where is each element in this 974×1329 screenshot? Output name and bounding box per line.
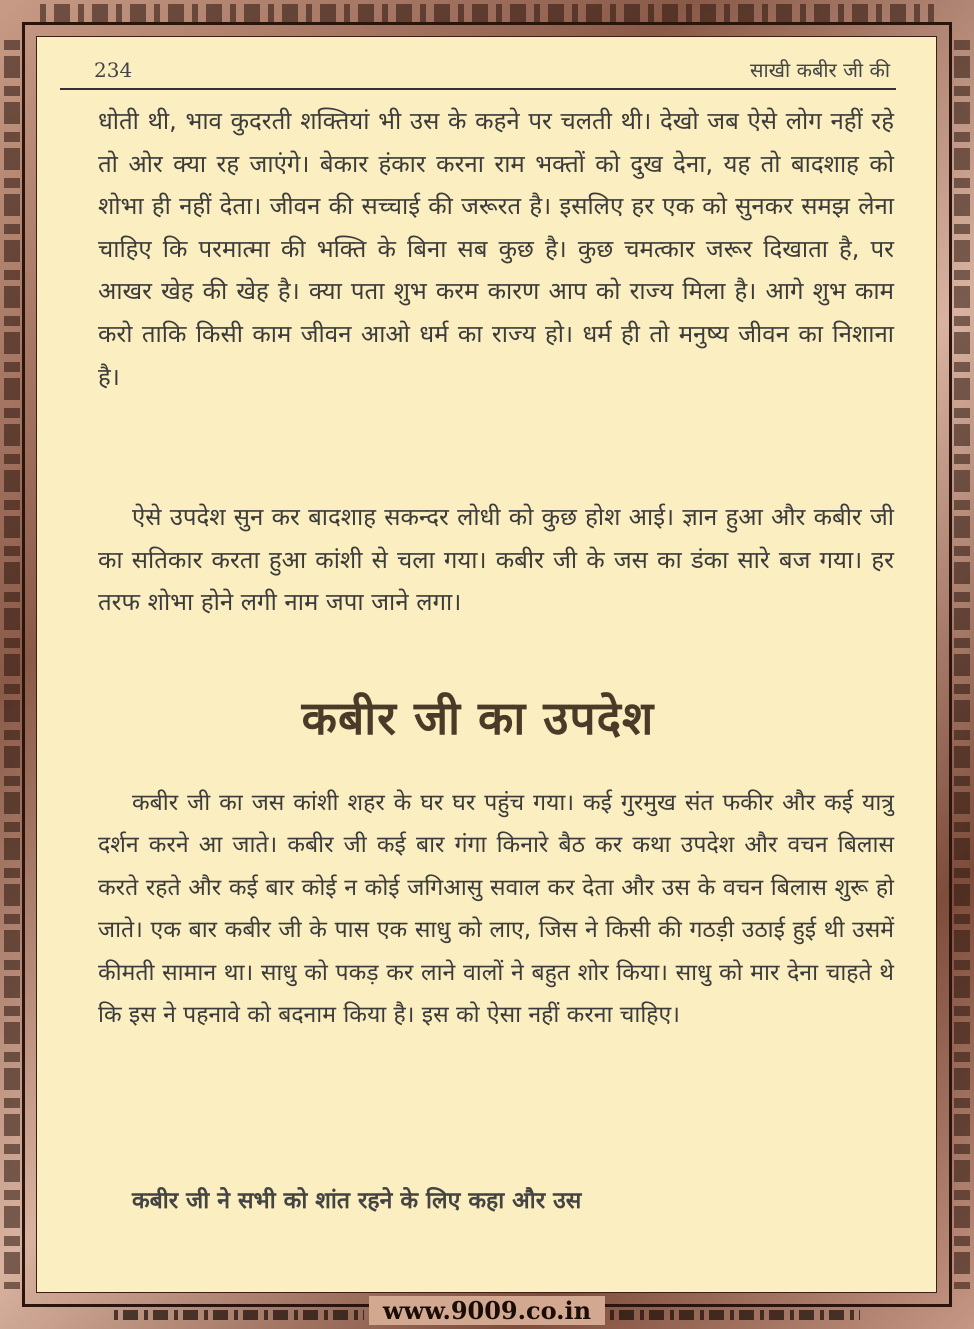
paragraph-3: कबीर जी का जस कांशी शहर के घर घर पहुंच गया। कई गुरमुख संत फकीर और कई यात्रु दर्शन करने आ जाते। कबीर जी कई बार गंगा किनारे बैठ कर कथा उपदेश और वचन बिलास करते रहते और कई बार कोई न कोई जगिआसु सवाल कर देता और उस के वचन बिलास शुरू हो जाते। एक बार कबीर जी के पास एक साधु को लाए, जिस ने किसी की गठड़ी उठाई हुई थी उसमें कीमती सामान था। साधु को पकड़ कर लाने वालों ने बहुत शोर किया। साधु को मार देना चाहते थे कि इस ने पहनावे को बदनाम किया है। इस को ऐसा नहीं करना चाहिए।: [98, 790, 894, 1029]
paragraph-2: ऐसे उपदेश सुन कर बादशाह सकन्दर लोधी को कुछ होश आई। ज्ञान हुआ और कबीर जी का सतिकार करता हुआ कांशी से चला गया। कबीर जी के जस का डंका सारे बज गया। हर तरफ शोभा होने लगी नाम जपा जाने लगा।: [98, 503, 894, 616]
footer: [0, 1296, 974, 1326]
footer-url: www.9009.co.in: [369, 1296, 605, 1325]
left-ornament-border: [4, 40, 20, 1289]
running-head: साखी कबीर जी की: [749, 58, 890, 82]
page-number: 234: [94, 58, 133, 82]
paragraph-1: धोती थी, भाव कुदरती शक्तियां भी उस के कहने पर चलती थी। देखो जब ऐसे लोग नहीं रहे तो ओर क्या रह जाएंगे। बेकार हंकार करना राम भक्तों को दुख देना, यह तो बादशाह को शोभा ही नहीं देता। जीवन की सच्चाई की जरूरत है। इसलिए हर एक को सुनकर समझ लेना चाहिए कि परमात्मा की भक्ति के बिना सब कुछ है। कुछ चमत्कार जरूर दिखाता है, पर आखर खेह की खेह है। क्या पता शुभ करम कारण आप को राज्य मिला है। आगे शुभ काम करो ताकि किसी काम जीवन आओ धर्म का राज्य हो। धर्म ही तो मनुष्य जीवन का निशाना है।: [98, 107, 894, 391]
right-ornament-border: [954, 40, 970, 1289]
footer-left-ornament: [114, 1310, 364, 1320]
section-heading: कबीर जी का उपदेश: [301, 691, 655, 745]
page-header: [60, 52, 896, 90]
paragraph-4: कबीर जी ने सभी को शांत रहने के लिए कहा और उस: [132, 1188, 582, 1214]
footer-right-ornament: [610, 1310, 860, 1320]
top-ornament-border: [40, 4, 934, 22]
